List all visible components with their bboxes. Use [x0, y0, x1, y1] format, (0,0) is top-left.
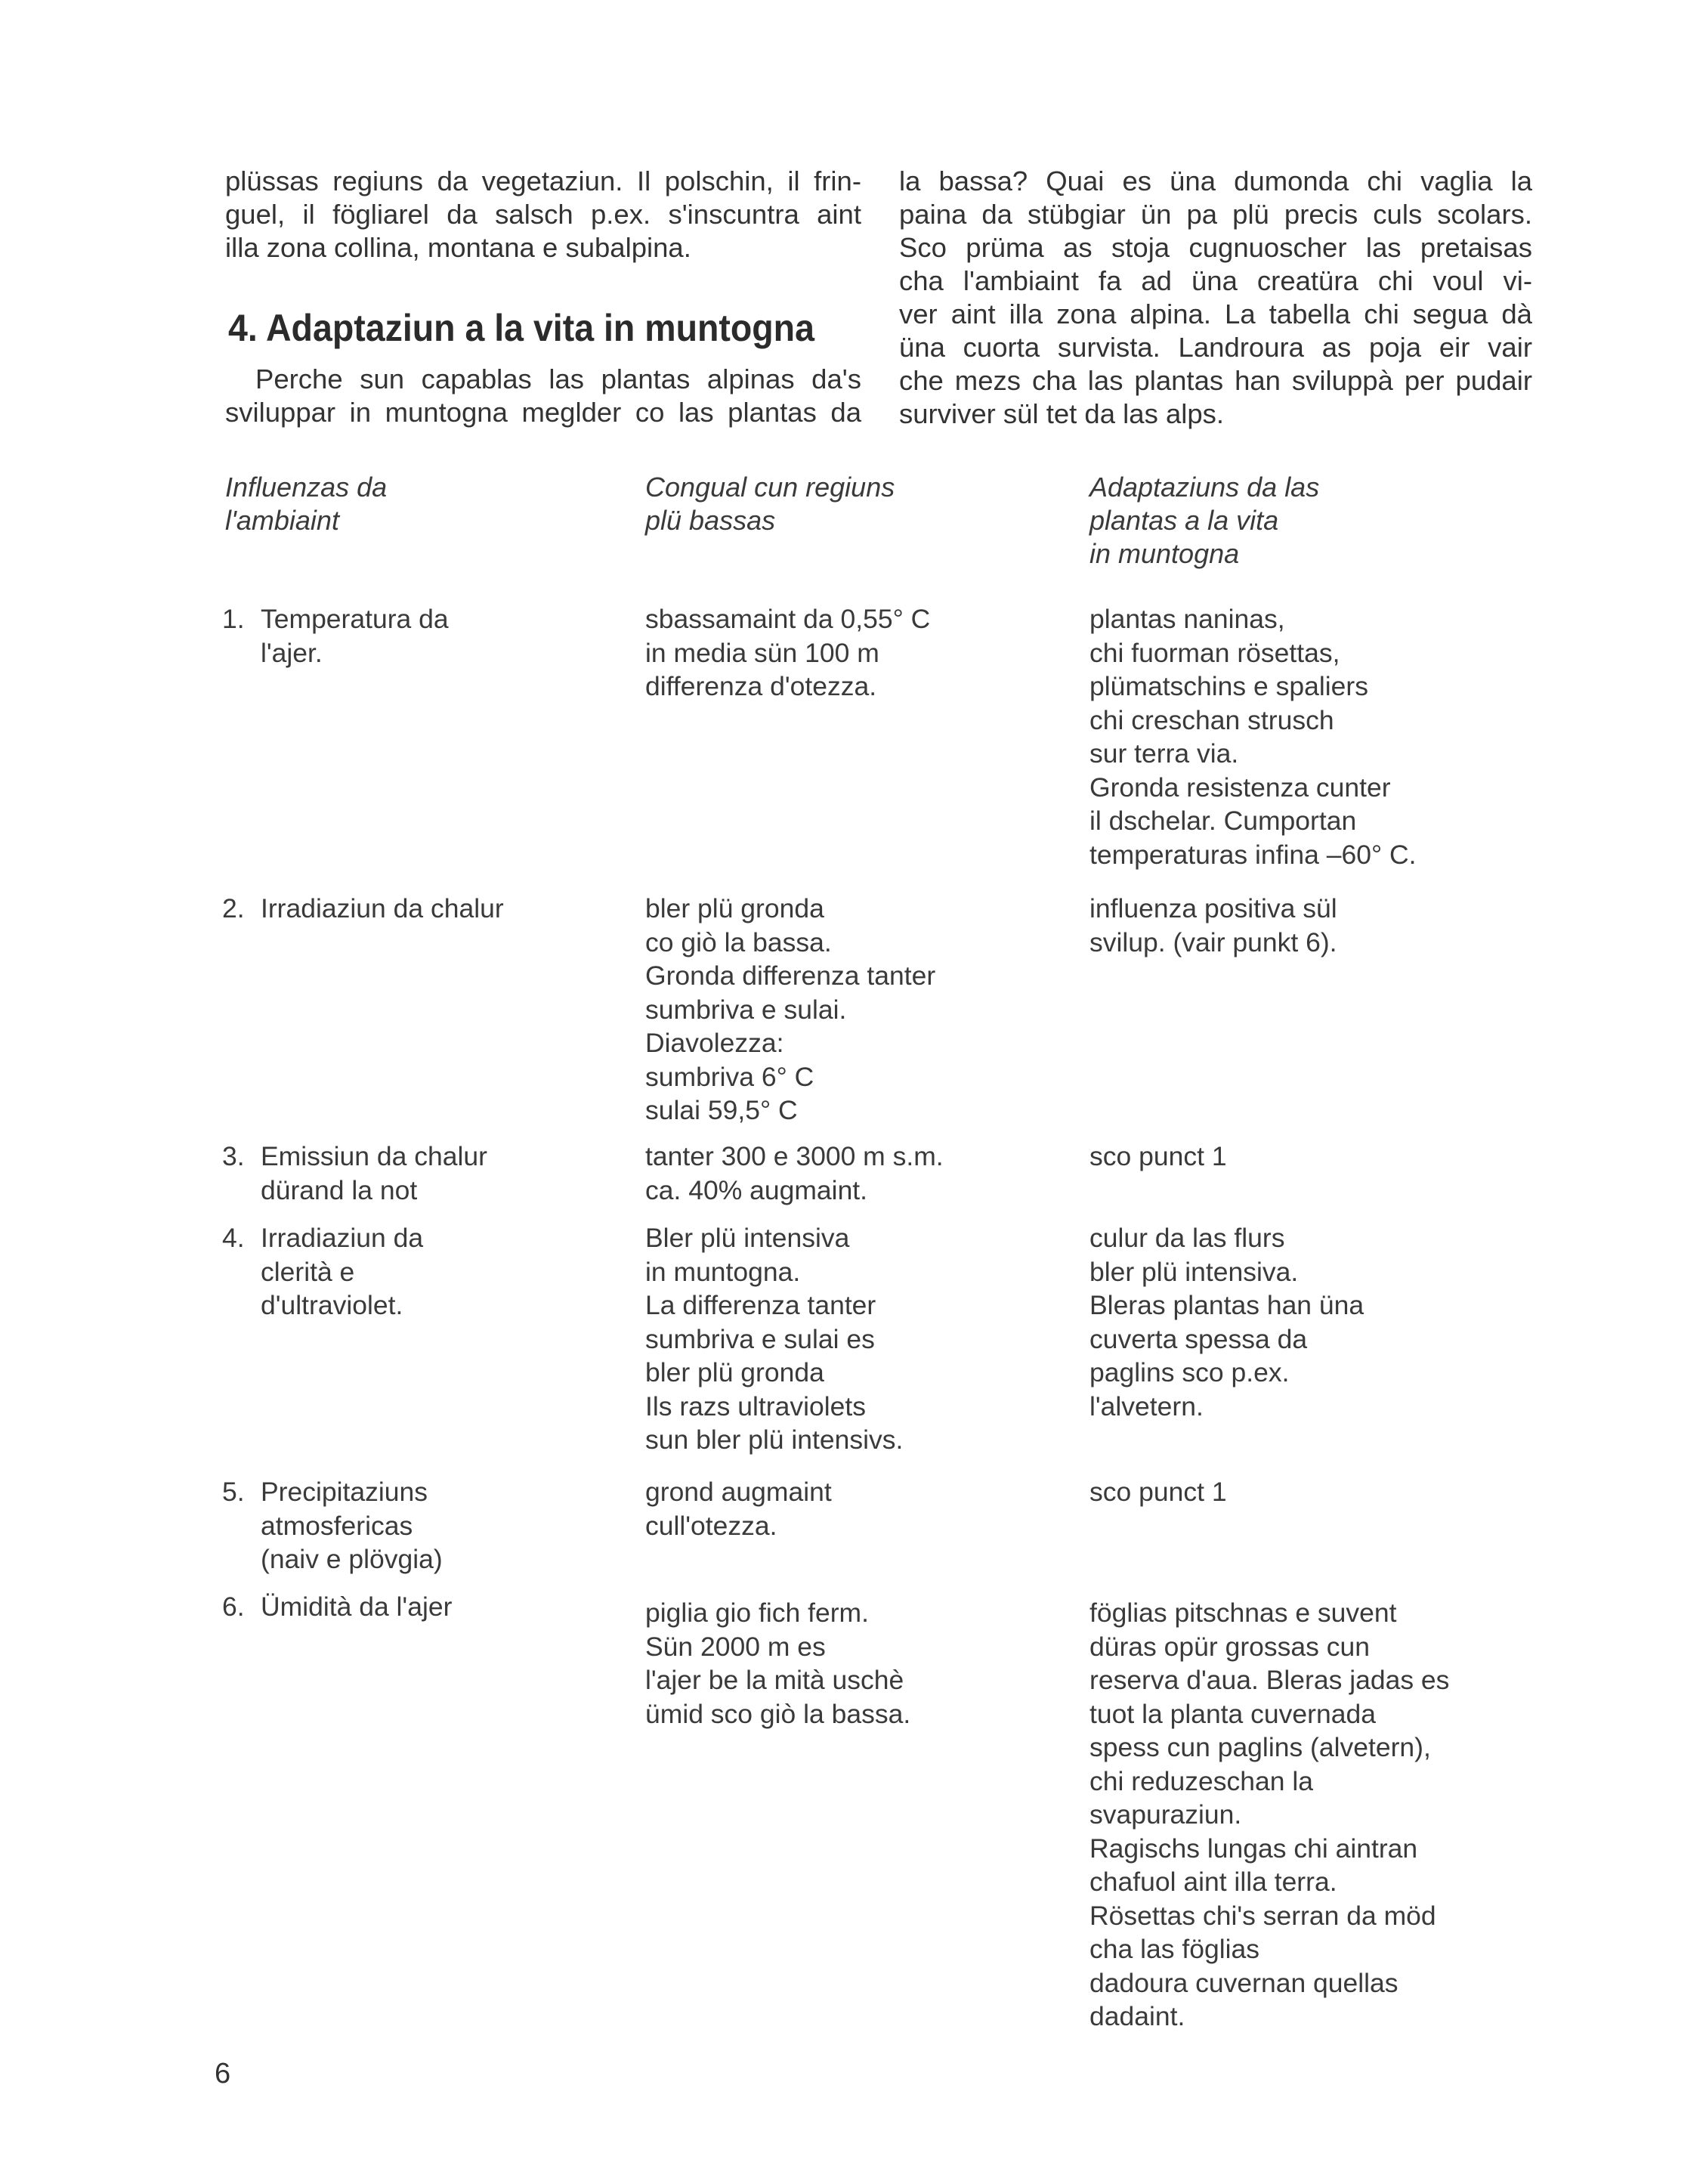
cell-line: Ils razs ultraviolets — [645, 1391, 866, 1421]
row-number: 1. — [222, 604, 245, 634]
header-line: in muntogna — [1089, 538, 1240, 569]
cell-line: sumbriva e sulai es — [645, 1323, 875, 1354]
cell-line: piglia gio fich ferm. — [645, 1598, 869, 1628]
cell-line: ca. 40% augmaint. — [645, 1174, 868, 1205]
cell-line: Ümidità da l'ajer — [261, 1592, 453, 1622]
cell-line: culur da las flurs — [1089, 1223, 1285, 1253]
table-cell-influence — [261, 1221, 423, 1322]
cell-line: Gronda differenza tanter — [645, 961, 936, 991]
text-line: surviver sül tet da las alps. — [899, 398, 1225, 429]
text-line: che mezs cha las plantas han sviluppà per pudair — [899, 365, 1532, 396]
cell-line: sco punct 1 — [1089, 1141, 1227, 1171]
cell-line: düras opür grossas cun — [1089, 1631, 1370, 1662]
cell-line: Ragischs lungas chi aintran — [1089, 1833, 1418, 1864]
cell-line: l'alvetern. — [1089, 1391, 1204, 1421]
cell-line: sbassamaint da 0,55° C — [645, 604, 931, 634]
cell-line: cull'otezza. — [645, 1510, 777, 1541]
cell-line: Bleras plantas han üna — [1089, 1290, 1364, 1320]
header-line: Congual cun regiuns — [645, 472, 895, 503]
text-line: la bassa? Quai es üna dumonda chi vaglia la — [899, 166, 1532, 196]
cell-line: La differenza tanter — [645, 1290, 876, 1320]
table-cell-influence — [261, 602, 449, 670]
cell-line: sulai 59,5° C — [645, 1095, 798, 1125]
cell-line: cuverta spessa da — [1089, 1323, 1308, 1354]
table-cell-influence — [261, 1475, 443, 1576]
table-cell-comparison — [645, 1140, 944, 1207]
cell-line: grond augmaint — [645, 1477, 832, 1507]
text-line: üna cuorta survista. Landroura as poja eir vair — [899, 332, 1532, 363]
text-line: Perche sun capablas las plantas alpinas da's — [255, 363, 861, 394]
table-header-influence — [225, 471, 387, 537]
cell-line: sumbriva e sulai. — [645, 994, 847, 1025]
cell-line: il dschelar. Cumportan — [1089, 806, 1357, 836]
cell-line: Gronda resistenza cunter — [1089, 772, 1391, 803]
table-cell-comparison — [645, 1221, 903, 1457]
cell-line: chi creschan strusch — [1089, 704, 1334, 735]
row-number: 2. — [222, 893, 245, 923]
cell-line: Emissiun da chalur — [261, 1141, 487, 1171]
cell-line: reserva d'aua. Bleras jadas es — [1089, 1665, 1450, 1695]
cell-line: atmosfericas — [261, 1510, 413, 1541]
right-column-text — [899, 165, 1532, 431]
table-cell-comparison — [645, 892, 935, 1128]
text-line: Sco prüma as stoja cugnuoscher las pretaisas — [899, 232, 1532, 263]
table-cell-influence — [261, 892, 504, 926]
text-line: illa zona collina, montana e subalpina. — [225, 232, 691, 263]
cell-line: co giò la bassa. — [645, 926, 832, 957]
cell-line: plantas naninas, — [1089, 604, 1285, 634]
intro-paragraph — [225, 363, 861, 429]
cell-line: sun bler plü intensivs. — [645, 1425, 904, 1455]
cell-line: svilup. (vair punkt 6). — [1089, 926, 1337, 957]
header-line: Adaptaziuns da las — [1089, 472, 1320, 503]
table-cell-adaptation — [1089, 1221, 1364, 1423]
header-line: l'ambiaint — [225, 505, 339, 536]
cell-line: in muntogna. — [645, 1256, 801, 1287]
header-line: plü bassas — [645, 505, 776, 536]
cell-line: Irradiaziun da — [261, 1223, 424, 1253]
header-line: plantas a la vita — [1089, 505, 1279, 536]
cell-line: cha las föglias — [1089, 1934, 1259, 1964]
cell-line: dürand la not — [261, 1174, 418, 1205]
table-cell-influence — [261, 1590, 452, 1624]
left-column-text — [225, 165, 861, 264]
cell-line: influenza positiva sül — [1089, 893, 1337, 923]
cell-line: Temperatura da — [261, 604, 449, 634]
text-line: paina da stübgiar ün pa plü precis culs scolars. — [899, 199, 1532, 230]
cell-line: clerità e — [261, 1256, 355, 1287]
cell-line: Bler plü intensiva — [645, 1223, 850, 1253]
cell-line: chafuol aint illa terra. — [1089, 1867, 1337, 1897]
table-cell-adaptation — [1089, 1596, 1449, 2034]
table-cell-comparison — [645, 1596, 910, 1731]
cell-line: Precipitaziuns — [261, 1477, 428, 1507]
text-line: cha l'ambiaint fa ad üna creatüra chi voul vi- — [899, 265, 1532, 296]
cell-line: spess cun paglins (alvetern), — [1089, 1732, 1431, 1762]
cell-line: differenza d'otezza. — [645, 671, 877, 701]
table-cell-comparison — [645, 602, 930, 704]
cell-line: temperaturas infina –60° C. — [1089, 839, 1417, 870]
cell-line: Diavolezza: — [645, 1028, 784, 1058]
page-number: 6 — [215, 2058, 231, 2090]
row-number: 4. — [222, 1223, 245, 1253]
table-cell-adaptation — [1089, 892, 1337, 959]
text-line: guel, il fögliarel da salsch p.ex. s'inscuntra aint — [225, 199, 861, 230]
cell-line: dadaint. — [1089, 2001, 1185, 2031]
cell-line: Sün 2000 m es — [645, 1631, 826, 1662]
cell-line: föglias pitschnas e suvent — [1089, 1598, 1397, 1628]
text-line: ver aint illa zona alpina. La tabella chi segua dà — [899, 299, 1532, 329]
row-number: 3. — [222, 1141, 245, 1171]
cell-line: l'ajer. — [261, 637, 323, 668]
table-cell-comparison — [645, 1475, 832, 1542]
cell-line: Rösettas chi's serran da möd — [1089, 1900, 1436, 1931]
cell-line: sumbriva 6° C — [645, 1061, 814, 1092]
cell-line: tanter 300 e 3000 m s.m. — [645, 1141, 944, 1171]
text-line: sviluppar in muntogna meglder co las plantas da — [225, 397, 861, 428]
cell-line: bler plü gronda — [645, 1357, 824, 1387]
table-cell-adaptation — [1089, 1475, 1227, 1509]
cell-line: dadoura cuvernan quellas — [1089, 1967, 1398, 1998]
cell-line: plümatschins e spaliers — [1089, 671, 1368, 701]
cell-line: Irradiaziun da chalur — [261, 893, 504, 923]
cell-line: chi reduzeschan la — [1089, 1765, 1314, 1796]
cell-line: bler plü gronda — [645, 893, 824, 923]
cell-line: bler plü intensiva. — [1089, 1256, 1299, 1287]
cell-line: paglins sco p.ex. — [1089, 1357, 1290, 1387]
header-line: Influenzas da — [225, 472, 388, 503]
cell-line: d'ultraviolet. — [261, 1290, 403, 1320]
table-cell-influence — [261, 1140, 487, 1207]
row-number: 6. — [222, 1592, 245, 1622]
table-cell-adaptation — [1089, 602, 1417, 871]
cell-line: in media sün 100 m — [645, 637, 879, 668]
cell-line: ümid sco giò la bassa. — [645, 1698, 911, 1729]
cell-line: chi fuorman rösettas, — [1089, 637, 1340, 668]
cell-line: (naiv e plövgia) — [261, 1544, 443, 1574]
cell-line: svapuraziun. — [1089, 1799, 1242, 1830]
row-number: 5. — [222, 1477, 245, 1507]
section-heading: 4. Adaptaziun a la vita in muntogna — [228, 307, 814, 349]
cell-line: sco punct 1 — [1089, 1477, 1227, 1507]
cell-line: tuot la planta cuvernada — [1089, 1698, 1376, 1729]
cell-line: sur terra via. — [1089, 738, 1239, 769]
text-line: plüssas regiuns da vegetaziun. Il polschin, il frin- — [225, 166, 861, 196]
table-header-adaptation — [1089, 471, 1319, 571]
table-cell-adaptation — [1089, 1140, 1227, 1174]
cell-line: l'ajer be la mità uschè — [645, 1665, 904, 1695]
table-header-comparison — [645, 471, 895, 537]
